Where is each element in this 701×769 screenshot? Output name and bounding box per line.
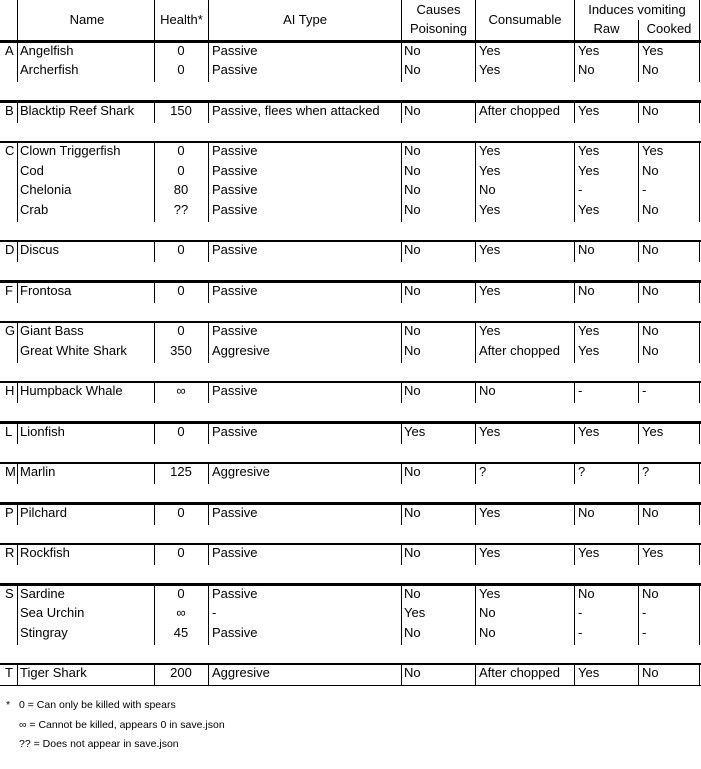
cell-health: 0 [177,282,185,298]
footnote-line: ?? = Does not appear in save.json [19,738,179,750]
column-divider [17,585,18,645]
column-divider [17,0,18,40]
cell-vomit-raw: No [578,282,595,298]
column-divider [154,0,155,40]
column-divider [475,504,476,525]
cell-ai-type: Aggresive [212,342,270,358]
column-divider [638,464,639,485]
group-letter: L [5,423,13,439]
cell-consumable: Yes [479,545,501,560]
cell-name: Cod [20,162,44,178]
cell-ai-type: Passive [212,62,258,77]
cell-causes-poisoning: No [404,282,421,298]
column-divider [638,20,639,40]
cell-ai-type: - [212,605,217,620]
cell-health: 80 [173,182,189,197]
column-divider [574,665,575,686]
cell-name: Frontosa [20,282,72,298]
header-causes: Causes [416,2,461,17]
column-divider [475,102,476,123]
cell-causes-poisoning: No [404,182,421,197]
column-divider [154,242,155,263]
cell-consumable: Yes [479,62,501,77]
column-divider [699,464,700,485]
column-divider [638,102,639,123]
column-divider [208,585,209,645]
cell-consumable: No [479,624,496,640]
column-divider [17,423,18,444]
cell-health: 350 [170,342,192,358]
column-divider [638,585,639,645]
cell-name: Tiger Shark [20,665,87,680]
cell-ai-type: Passive [212,545,258,560]
cell-causes-poisoning: No [404,62,421,77]
cell-health: 45 [173,624,189,640]
cell-vomit-raw: - [578,182,583,197]
cell-health: ∞ [176,383,186,398]
column-divider [475,665,476,686]
cell-name: Crab [20,201,49,217]
column-divider [401,102,402,123]
column-divider [638,282,639,303]
cell-vomit-raw: Yes [578,102,600,118]
column-divider [574,323,575,363]
cell-ai-type: Aggresive [212,665,270,680]
column-divider [208,383,209,404]
column-divider [699,102,700,123]
group-divider [0,502,701,505]
column-divider [154,102,155,123]
column-divider [154,282,155,303]
column-divider [208,323,209,363]
column-divider [401,143,402,222]
column-divider [574,423,575,444]
column-divider [17,545,18,566]
column-divider [699,143,700,222]
cell-name: Blacktip Reef Shark [20,102,135,118]
cell-ai-type: Passive [212,162,258,178]
column-divider [475,585,476,645]
column-divider [699,585,700,645]
column-divider [699,423,700,444]
cell-vomit-raw: Yes [578,201,600,217]
column-divider [154,423,155,444]
cell-health: 0 [177,423,185,439]
cell-vomit-cooked: No [642,504,659,520]
cell-health: 0 [177,545,185,560]
cell-vomit-cooked: No [642,342,659,358]
column-divider [475,323,476,363]
header-consumable: Consumable [488,12,562,27]
cell-vomit-cooked: No [642,162,659,178]
cell-vomit-raw: No [578,242,595,257]
cell-ai-type: Passive [212,242,258,257]
cell-vomit-cooked: No [642,585,659,601]
cell-name: Giant Bass [20,323,84,338]
column-divider [638,423,639,444]
cell-vomit-raw: Yes [578,42,600,58]
column-divider [699,383,700,404]
column-divider [638,42,639,82]
cell-vomit-raw: No [578,504,595,520]
cell-health: 150 [170,102,192,118]
column-divider [574,504,575,525]
cell-vomit-raw: Yes [578,143,600,158]
cell-consumable: Yes [479,423,501,439]
cell-consumable: Yes [479,143,501,158]
column-divider [574,102,575,123]
cell-ai-type: Passive [212,323,258,338]
group-divider [0,462,701,465]
footnote-line: 0 = Can only be killed with spears [19,699,176,711]
group-divider [0,240,701,243]
cell-name: Clown Triggerfish [20,143,121,158]
column-divider [574,242,575,263]
column-divider [208,423,209,444]
header-induces-vomiting: Induces vomiting [588,2,686,17]
column-divider [638,665,639,686]
cell-health: 0 [177,143,185,158]
cell-name: Archerfish [20,62,79,77]
cell-vomit-cooked: No [642,665,659,680]
cell-causes-poisoning: No [404,162,421,178]
group-letter: B [5,102,14,118]
group-letter: A [5,42,14,58]
column-divider [574,464,575,485]
cell-vomit-cooked: - [642,383,647,398]
column-divider [401,282,402,303]
cell-vomit-raw: No [578,62,595,77]
column-divider [699,323,700,363]
cell-vomit-cooked: No [642,102,659,118]
cell-name: Discus [20,242,60,257]
column-divider [638,323,639,363]
header-ai-type: AI Type [283,12,327,27]
column-divider [154,143,155,222]
cell-causes-poisoning: No [404,242,421,257]
column-divider [208,42,209,82]
column-divider [17,42,18,82]
column-divider [208,242,209,263]
cell-causes-poisoning: No [404,665,421,680]
cell-name: Sea Urchin [20,605,85,620]
cell-name: Rockfish [20,545,70,560]
cell-consumable: Yes [479,323,501,338]
column-divider [638,143,639,222]
header-cooked: Cooked [646,21,692,36]
table-bottom-border [0,685,701,686]
cell-vomit-cooked: Yes [642,42,664,58]
cell-causes-poisoning: No [404,624,421,640]
cell-vomit-cooked: - [642,182,647,197]
header-raw: Raw [593,21,620,36]
column-divider [475,282,476,303]
cell-health: ∞ [176,605,186,620]
cell-ai-type: Passive [212,282,258,298]
column-divider [574,383,575,404]
cell-ai-type: Passive [212,201,258,217]
column-divider [17,464,18,485]
header-poisoning: Poisoning [409,21,468,36]
cell-causes-poisoning: No [404,504,421,520]
cell-causes-poisoning: Yes [404,605,426,620]
column-divider [208,143,209,222]
cell-vomit-cooked: No [642,282,659,298]
cell-health: 0 [177,585,185,601]
cell-consumable: After chopped [479,102,560,118]
column-divider [154,504,155,525]
cell-causes-poisoning: No [404,545,421,560]
column-divider [17,143,18,222]
column-divider [574,143,575,222]
cell-vomit-cooked: No [642,62,659,77]
group-divider [0,280,701,283]
column-divider [574,545,575,566]
column-divider [699,42,700,82]
column-divider [401,665,402,686]
cell-consumable: Yes [479,201,501,217]
cell-name: Humpback Whale [20,383,123,398]
group-letter: F [5,282,13,298]
column-divider [208,545,209,566]
cell-health: 0 [177,242,185,257]
cell-consumable: No [479,383,496,398]
cell-consumable: No [479,605,496,620]
header-name: Name [69,12,105,27]
cell-consumable: ? [479,464,487,479]
cell-causes-poisoning: No [404,42,421,58]
column-divider [699,665,700,686]
column-divider [475,0,476,40]
cell-vomit-raw: No [578,585,595,601]
cell-vomit-raw: - [578,383,583,398]
cell-vomit-raw: Yes [578,545,600,560]
cell-vomit-cooked: Yes [642,545,664,560]
cell-health: 0 [177,504,185,520]
column-divider [574,0,575,40]
column-divider [699,545,700,566]
column-divider [401,504,402,525]
group-letter: D [5,242,15,257]
column-divider [208,0,209,40]
column-divider [17,665,18,686]
column-divider [208,282,209,303]
column-divider [208,102,209,123]
column-divider [699,0,700,40]
column-divider [154,42,155,82]
cell-vomit-raw: Yes [578,665,600,680]
cell-consumable: After chopped [479,342,560,358]
column-divider [699,282,700,303]
column-divider [475,42,476,82]
column-divider [401,423,402,444]
group-letter: M [5,464,16,479]
cell-causes-poisoning: No [404,201,421,217]
column-divider [638,242,639,263]
column-divider [154,585,155,645]
cell-health: ?? [173,201,189,217]
column-divider [17,242,18,263]
cell-name: Stingray [20,624,68,640]
column-divider [154,545,155,566]
cell-consumable: After chopped [479,665,560,680]
column-divider [475,464,476,485]
cell-vomit-cooked: - [642,624,647,640]
cell-causes-poisoning: No [404,323,421,338]
column-divider [17,383,18,404]
cell-consumable: Yes [479,42,501,58]
column-divider [208,464,209,485]
cell-name: Lionfish [20,423,65,439]
group-letter: R [5,545,15,560]
cell-health: 125 [170,464,192,479]
header-health: Health* [160,12,203,27]
column-divider [475,143,476,222]
cell-consumable: Yes [479,504,501,520]
cell-ai-type: Passive [212,182,258,197]
cell-name: Angelfish [20,42,74,58]
column-divider [699,504,700,525]
cell-ai-type: Aggresive [212,464,270,479]
column-divider [574,282,575,303]
column-divider [574,585,575,645]
column-divider [638,545,639,566]
cell-consumable: Yes [479,282,501,298]
cell-vomit-cooked: No [642,242,659,257]
cell-causes-poisoning: No [404,383,421,398]
cell-name: Sardine [20,585,65,601]
cell-health: 0 [177,323,185,338]
cell-vomit-cooked: - [642,605,647,620]
column-divider [154,665,155,686]
cell-ai-type: Passive [212,42,258,58]
cell-consumable: No [479,182,496,197]
cell-consumable: Yes [479,162,501,178]
column-divider [638,383,639,404]
column-divider [401,42,402,82]
cell-ai-type: Passive [212,585,258,601]
group-letter: S [5,585,14,601]
cell-causes-poisoning: No [404,143,421,158]
cell-vomit-raw: ? [578,464,586,479]
group-letter: G [5,323,16,338]
cell-ai-type: Passive [212,383,258,398]
column-divider [17,282,18,303]
cell-causes-poisoning: Yes [404,423,426,439]
cell-vomit-cooked: No [642,323,659,338]
group-letter: P [5,504,14,520]
column-divider [401,242,402,263]
column-divider [17,323,18,363]
cell-causes-poisoning: No [404,102,421,118]
column-divider [17,504,18,525]
column-divider [17,102,18,123]
cell-name: Chelonia [20,182,72,197]
cell-ai-type: Passive [212,143,258,158]
group-letter: T [5,665,13,680]
group-letter: C [5,143,15,158]
column-divider [475,242,476,263]
cell-vomit-raw: - [578,605,583,620]
cell-health: 0 [177,42,185,58]
column-divider [475,423,476,444]
cell-health: 0 [177,162,185,178]
column-divider [699,242,700,263]
column-divider [208,665,209,686]
column-divider [401,464,402,485]
footnote-mark: * [6,699,11,711]
cell-causes-poisoning: No [404,464,421,479]
cell-name: Great White Shark [20,342,127,358]
column-divider [475,545,476,566]
column-divider [475,383,476,404]
column-divider [401,0,402,40]
cell-consumable: Yes [479,585,501,601]
cell-consumable: Yes [479,242,501,257]
cell-health: 0 [177,62,185,77]
cell-vomit-raw: - [578,624,583,640]
cell-vomit-cooked: Yes [642,423,664,439]
cell-vomit-raw: Yes [578,323,600,338]
cell-causes-poisoning: No [404,342,421,358]
column-divider [638,504,639,525]
column-divider [154,323,155,363]
column-divider [401,323,402,363]
column-divider [208,504,209,525]
group-divider [0,583,701,586]
cell-ai-type: Passive [212,624,258,640]
cell-causes-poisoning: No [404,585,421,601]
cell-ai-type: Passive, flees when attacked [212,102,380,118]
column-divider [154,383,155,404]
cell-ai-type: Passive [212,423,258,439]
footnote-line: ∞ = Cannot be killed, appears 0 in save.json [19,718,225,731]
cell-vomit-cooked: ? [642,464,650,479]
column-divider [401,585,402,645]
column-divider [154,464,155,485]
cell-vomit-raw: Yes [578,423,600,439]
cell-vomit-raw: Yes [578,342,600,358]
column-divider [401,545,402,566]
cell-name: Marlin [20,464,56,479]
cell-name: Pilchard [20,504,67,520]
cell-vomit-cooked: Yes [642,143,664,158]
cell-vomit-cooked: No [642,201,659,217]
column-divider [401,383,402,404]
group-letter: H [5,383,15,398]
cell-health: 200 [170,665,192,680]
column-divider [574,42,575,82]
cell-vomit-raw: Yes [578,162,600,178]
cell-ai-type: Passive [212,504,258,520]
